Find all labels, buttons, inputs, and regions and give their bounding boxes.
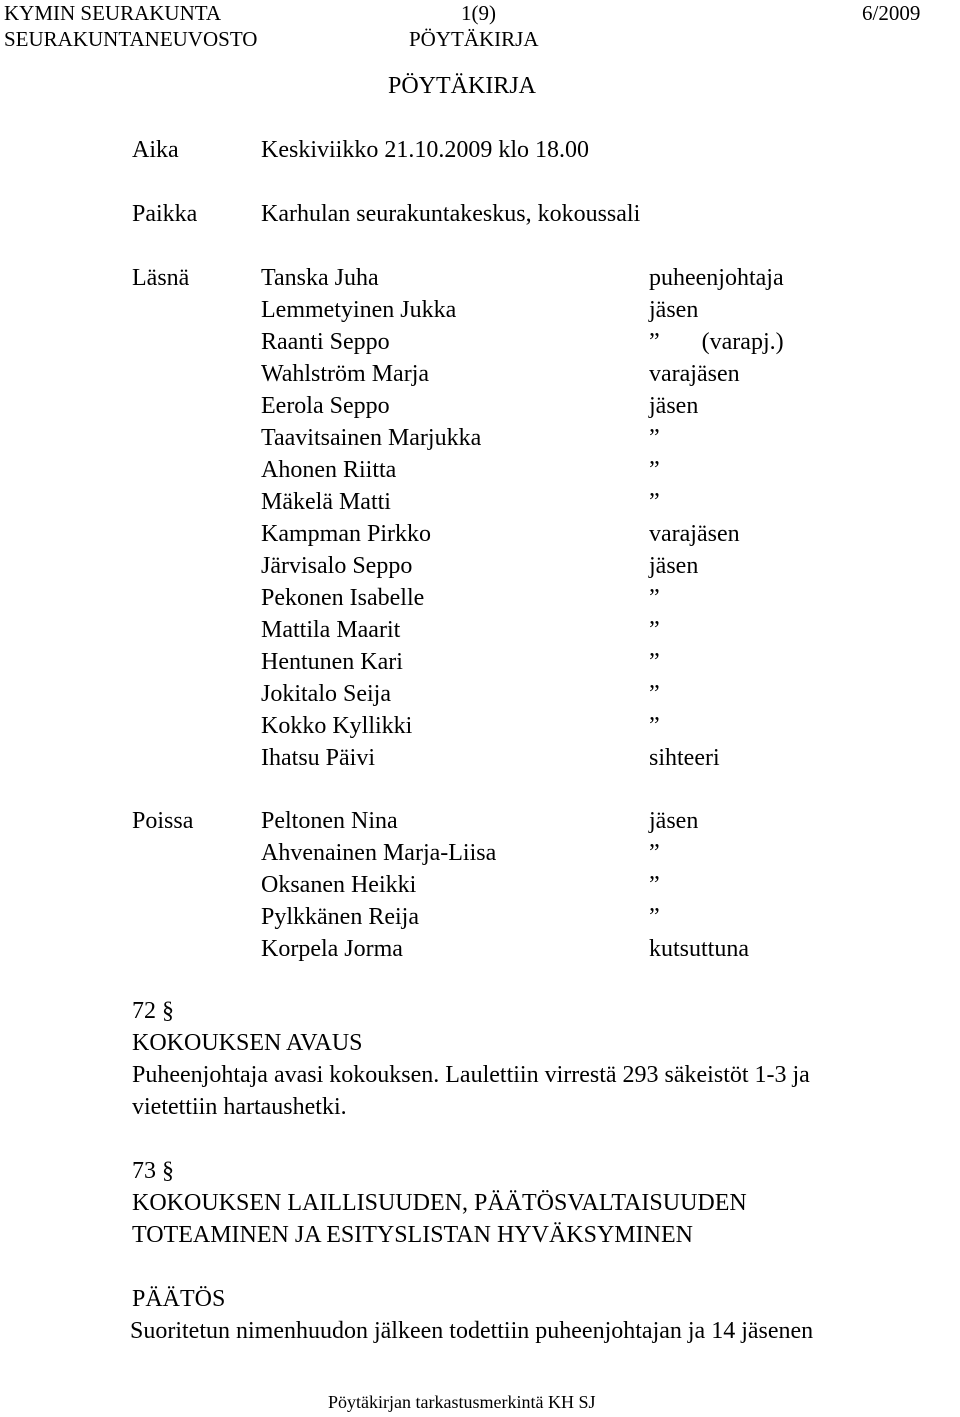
member-name: Mäkelä Matti (261, 489, 391, 515)
member-name: Mattila Maarit (261, 617, 401, 643)
member-role: puheenjohtaja (649, 265, 784, 291)
member-role: jäsen (649, 393, 699, 419)
member-name: Kokko Kyllikki (261, 713, 413, 739)
header-doc-type: PÖYTÄKIRJA (409, 27, 539, 51)
member-name: Hentunen Kari (261, 649, 403, 675)
member-role: kutsuttuna (649, 936, 749, 962)
time-value: Keskiviikko 21.10.2009 klo 18.00 (261, 137, 589, 163)
member-name: Wahlström Marja (261, 361, 430, 387)
member-role: ” (649, 649, 660, 675)
org-name: KYMIN SEURAKUNTA (4, 1, 222, 25)
member-role: ” (varapj.) (649, 329, 784, 355)
member-role: jäsen (649, 297, 699, 323)
member-name: Lemmetyinen Jukka (261, 297, 457, 323)
present-label: Läsnä (132, 265, 190, 291)
absent-label: Poissa (132, 808, 194, 834)
section-72-text-line-1: Puheenjohtaja avasi kokouksen. Laulettiin virrestä 293 säkeistöt 1-3 ja (132, 1062, 810, 1088)
member-name: Eerola Seppo (261, 393, 390, 419)
member-role: ” (649, 904, 660, 930)
member-role: ” (649, 617, 660, 643)
member-name: Raanti Seppo (261, 329, 390, 355)
member-name: Kampman Pirkko (261, 521, 431, 547)
time-label: Aika (132, 137, 179, 163)
place-value: Karhulan seurakuntakeskus, kokoussali (261, 201, 641, 227)
decision-label: PÄÄTÖS (132, 1286, 226, 1312)
member-role: jäsen (649, 553, 699, 579)
member-role: ” (649, 585, 660, 611)
section-73-heading-line-2: TOTEAMINEN JA ESITYSLISTAN HYVÄKSYMINEN (132, 1222, 693, 1248)
footer-inspection-mark: Pöytäkirjan tarkastusmerkintä KH SJ (328, 1392, 596, 1412)
member-role: ” (649, 713, 660, 739)
member-name: Korpela Jorma (261, 936, 403, 962)
council-name: SEURAKUNTANEUVOSTO (4, 27, 258, 51)
member-role: ” (649, 840, 660, 866)
member-name: Ahvenainen Marja-Liisa (261, 840, 497, 866)
member-role: ” (649, 872, 660, 898)
member-name: Ihatsu Päivi (261, 745, 375, 771)
member-name: Tanska Juha (261, 265, 379, 291)
member-name: Pylkkänen Reija (261, 904, 419, 930)
document-number: 6/2009 (862, 1, 921, 25)
member-role: ” (649, 457, 660, 483)
member-name: Peltonen Nina (261, 808, 398, 834)
section-72-heading: KOKOUKSEN AVAUS (132, 1030, 363, 1056)
section-72-number: 72 § (132, 998, 174, 1024)
page-number: 1(9) (461, 1, 496, 25)
member-name: Oksanen Heikki (261, 872, 417, 898)
member-role: ” (649, 681, 660, 707)
member-role: varajäsen (649, 361, 740, 387)
member-role: ” (649, 489, 660, 515)
decision-text: Suoritetun nimenhuudon jälkeen todettiin puheenjohtajan ja 14 jäsenen (130, 1318, 814, 1344)
member-role: varajäsen (649, 521, 740, 547)
member-name: Ahonen Riitta (261, 457, 397, 483)
section-73-heading-line-1: KOKOUKSEN LAILLISUUDEN, PÄÄTÖSVALTAISUUDEN (132, 1190, 747, 1216)
member-role: ” (649, 425, 660, 451)
place-label: Paikka (132, 201, 198, 227)
member-name: Taavitsainen Marjukka (261, 425, 482, 451)
member-role: sihteeri (649, 745, 720, 771)
page-title: PÖYTÄKIRJA (388, 73, 537, 99)
member-name: Järvisalo Seppo (261, 553, 413, 579)
section-73-number: 73 § (132, 1158, 174, 1184)
section-72-text-line-2: vietettiin hartaushetki. (132, 1094, 347, 1120)
member-name: Pekonen Isabelle (261, 585, 425, 611)
member-name: Jokitalo Seija (261, 681, 391, 707)
member-role: jäsen (649, 808, 699, 834)
